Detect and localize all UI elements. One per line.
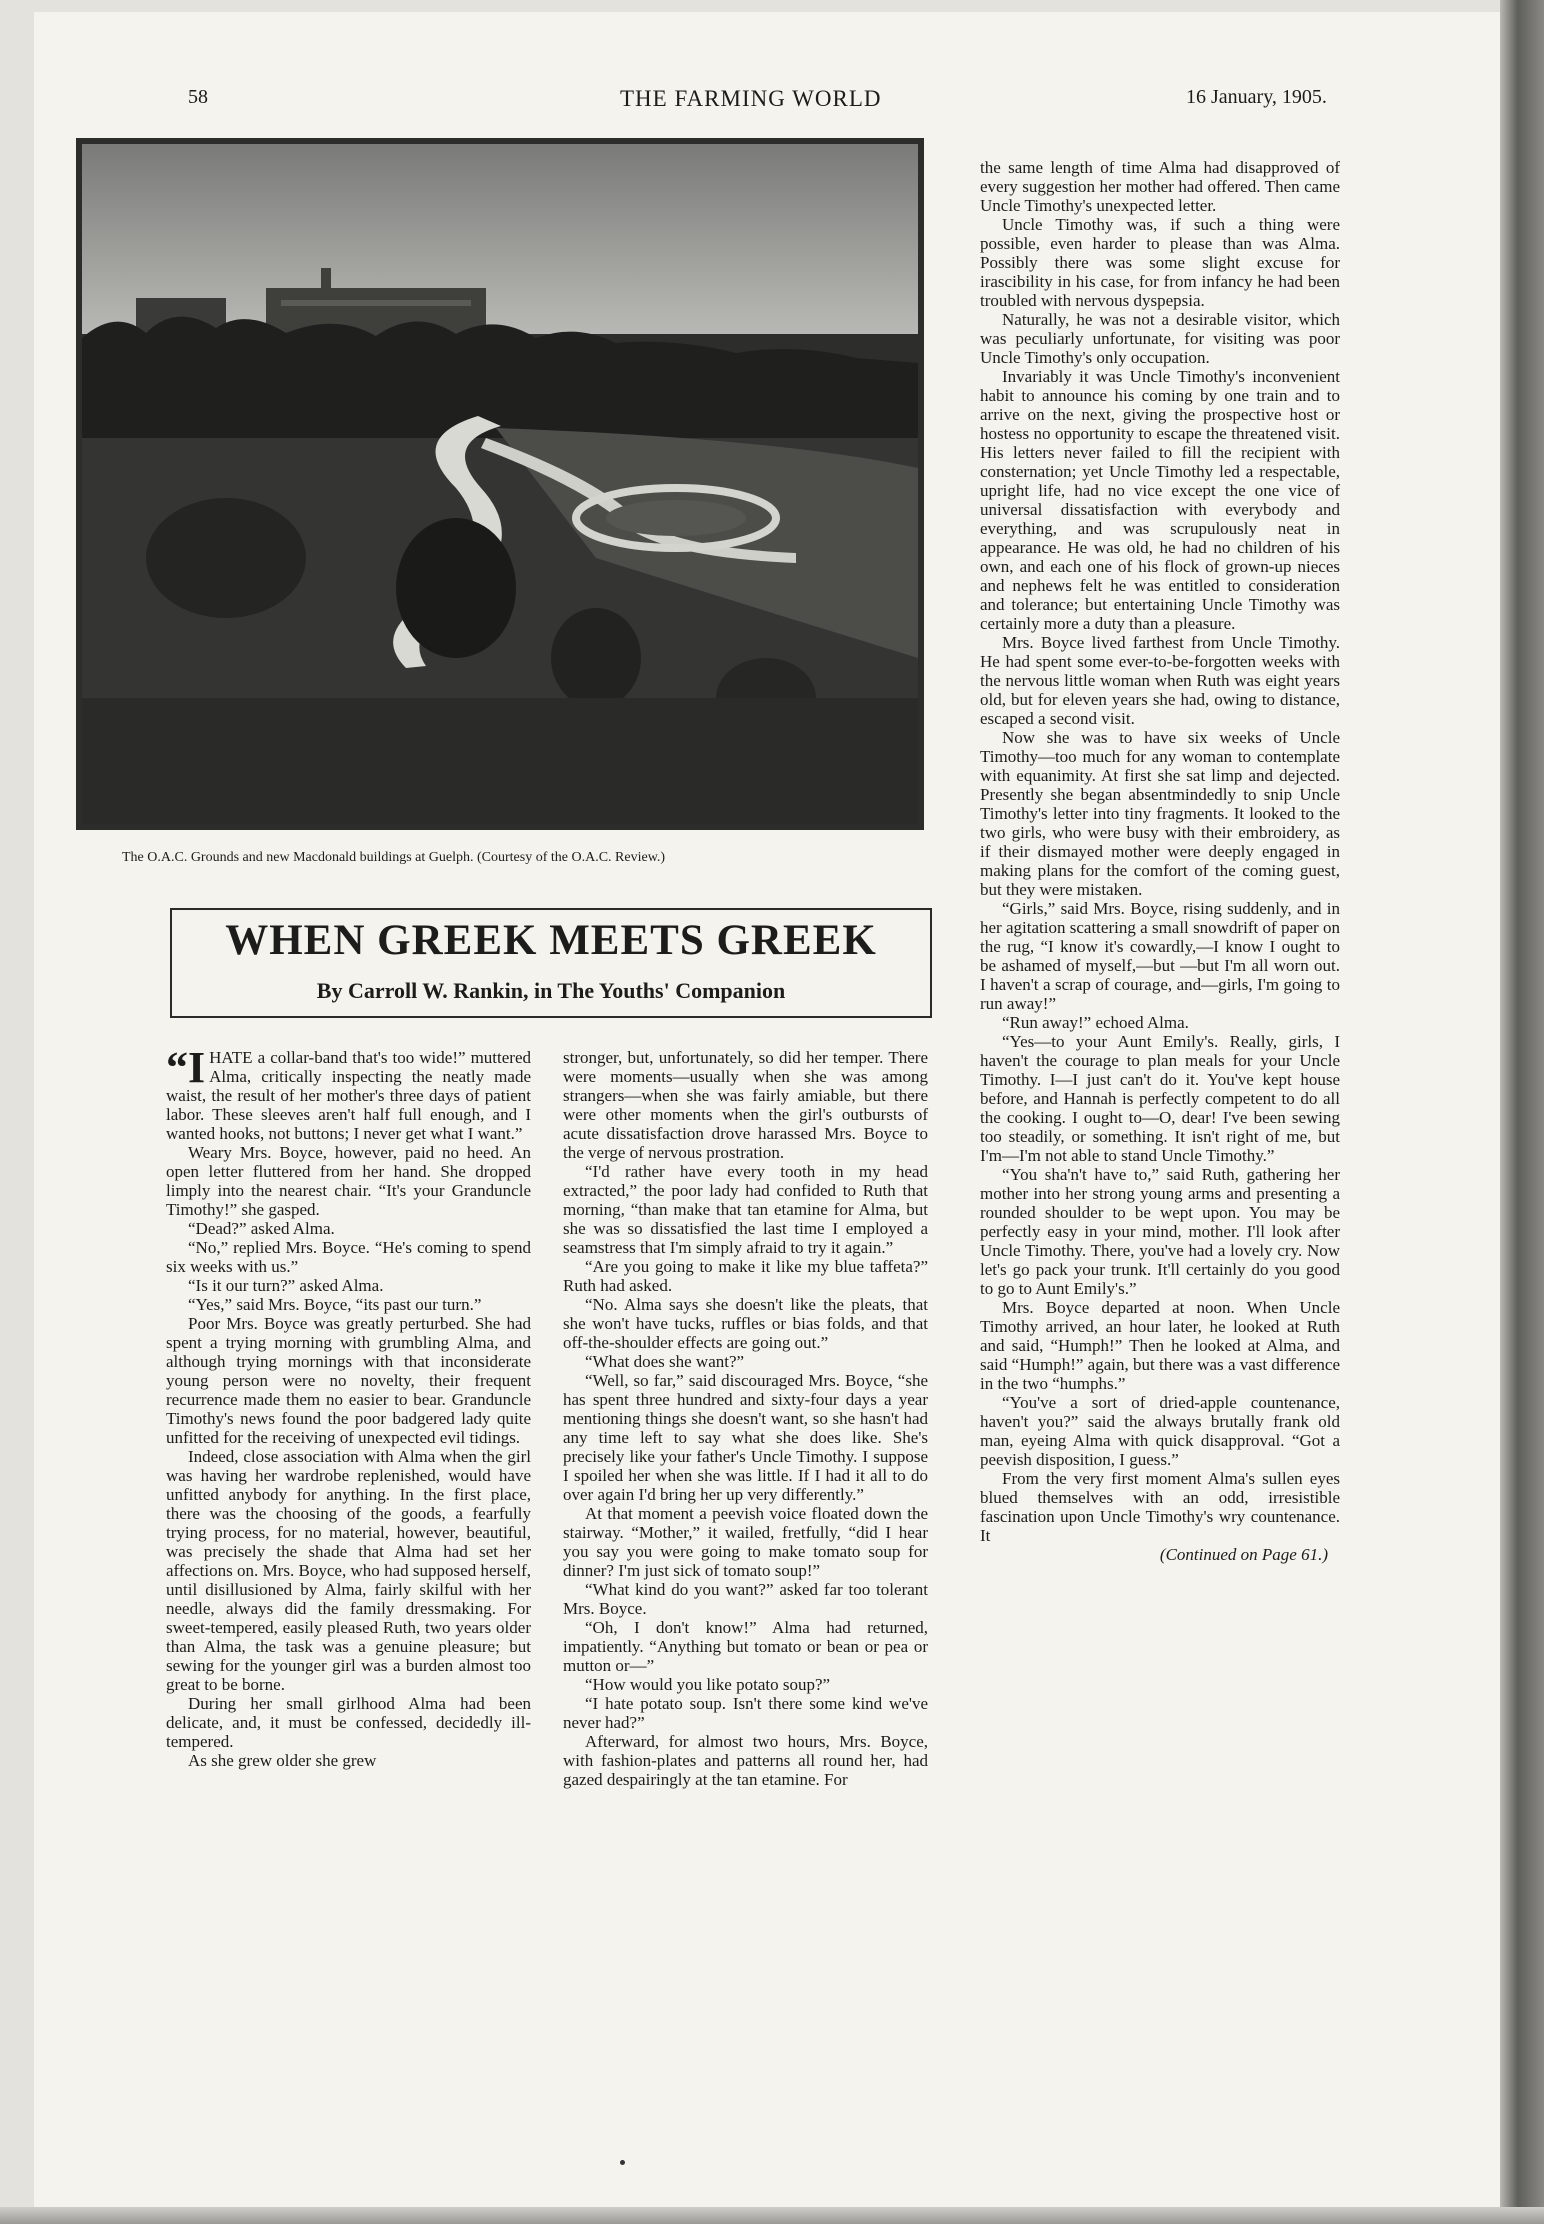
paragraph: Naturally, he was not a desirable visitor, which was peculiarly unfortunate, for visiting was poor Uncle Timothy's only occupation. — [980, 310, 1340, 367]
paragraph: “You sha'n't have to,” said Ruth, gathering her mother into her strong young arms and presenting a rounded shoulder to be wept upon. You may be perfectly easy in your mind, mother. I'll look after Uncle Timothy. There, you've had a lovely cry. Now let's go pack your trunk. It'll certainly do you good to go to Aunt Emily's.” — [980, 1165, 1340, 1298]
article-title: WHEN GREEK MEETS GREEK — [225, 917, 877, 964]
publication-title: THE FARMING WORLD — [620, 86, 882, 111]
column-2 — [563, 1048, 928, 1789]
column-3 — [980, 158, 1340, 1564]
paragraph: “How would you like potato soup?” — [585, 1675, 831, 1694]
drop-cap: “I — [166, 1043, 206, 1092]
page-number: 58 — [188, 86, 208, 108]
paragraph: “What does she want?” — [585, 1352, 745, 1371]
paragraph: Mrs. Boyce departed at noon. When Uncle Timothy arrived, an hour later, he looked at Ruth and said, “Humph!” Then he looked at Alma, and said “Humph!” again, but there was a vast difference in the two “humphs.” — [980, 1298, 1340, 1393]
paragraph: Uncle Timothy was, if such a thing were possible, even harder to please than was Alma. Possibly there was some slight excuse for irascibility in his case, for from infancy he had been troubled with nervous dyspepsia. — [980, 215, 1340, 310]
paragraph: “You've a sort of dried-apple countenance, haven't you?” said the always brutally frank old man, eyeing Alma with quick disapproval. “Got a peevish disposition, I guess.” — [980, 1393, 1340, 1469]
paragraph: Invariably it was Uncle Timothy's inconvenient habit to announce his coming by one train and to arrive on the next, giving the prospective host or hostess no opportunity to escape the threatened visit. His letters never failed to fill the recipient with consternation; yet Uncle Timothy led a respectable, upright life, had no vice except the one vice of universal dissatisfaction with everybody and everything, and was scrupulously neat in appearance. He was old, he had no children of his own, and each one of his flock of grown-up nieces and nephews felt he was entitled to consideration and tolerance; but entertaining Uncle Timothy was certainly more a duty than a pleasure. — [980, 367, 1340, 633]
paragraph: Afterward, for almost two hours, Mrs. Boyce, with fashion-plates and patterns all round her, had gazed despairingly at the tan etamine. For — [563, 1732, 928, 1789]
paragraph: From the very first moment Alma's sullen eyes blued themselves with an odd, irresistible fascination upon Uncle Timothy's wry countenance. It — [980, 1469, 1340, 1545]
paragraph: “Run away!” echoed Alma. — [1002, 1013, 1189, 1032]
photo-caption: The O.A.C. Grounds and new Macdonald buildings at Guelph. (Courtesy of the O.A.C. Review.) — [122, 850, 666, 865]
paragraph: “Is it our turn?” asked Alma. — [188, 1276, 384, 1295]
paragraph: “Oh, I don't know!” Alma had returned, impatiently. “Anything but tomato or bean or pea or mutton or—” — [563, 1618, 928, 1675]
page-edge-shadow — [1500, 0, 1544, 2224]
paragraph: “No,” replied Mrs. Boyce. “He's coming to spend six weeks with us.” — [166, 1238, 531, 1276]
paragraph: “I'd rather have every tooth in my head extracted,” the poor lady had confided to Ruth that morning, “than make that tan etamine for Alma, but she was so dissatisfied the last time I employed a seamstress that I'm simply afraid to try it again.” — [563, 1162, 928, 1257]
column-1 — [166, 1043, 531, 1770]
paragraph: “IHATE a collar-band that's too wide!” muttered Alma, critically inspecting the neatly made waist, the result of her mother's three days of patient labor. These sleeves aren't half full enough, and I wanted hooks, not buttons; I never get what I want.” — [166, 1043, 531, 1143]
issue-date: 16 January, 1905. — [1186, 86, 1327, 108]
paragraph: Poor Mrs. Boyce was greatly perturbed. She had spent a trying morning with grumbling Alma, and although trying mornings with that inconsiderate young person were no novelty, their frequent recurrence made them no easier to bear. Granduncle Timothy's news found the poor badgered lady quite unfitted for the receiving of unexpected evil tidings. — [166, 1314, 531, 1447]
article-byline: By Carroll W. Rankin, in The Youths' Companion — [316, 978, 786, 1003]
paragraph: “Yes—to your Aunt Emily's. Really, girls, I haven't the courage to plan meals for your Uncle Timothy. I—I just can't do it. You've kept house before, and Hannah is perfectly competent to do all the cooking. I ought to—O, dear! I've been sewing too steadily, or something. It isn't right of me, but I'm—I'm not able to stand Uncle Timothy.” — [980, 1032, 1340, 1165]
continued-note: (Continued on Page 61.) — [1159, 1545, 1328, 1564]
oac-grounds-photo — [76, 138, 924, 830]
paragraph: “Well, so far,” said discouraged Mrs. Boyce, “she has spent three hundred and sixty-four days a year mentioning things she doesn't want, so she hasn't had any time left to say what she does like. She's precisely like your father's Uncle Timothy. I suppose I spoiled her when she was little. If I had it all to do over again I'd bring her up very differently.” — [563, 1371, 928, 1504]
paragraph: “I hate potato soup. Isn't there some kind we've never had?” — [563, 1694, 928, 1732]
paragraph: “No. Alma says she doesn't like the pleats, that she won't have tucks, ruffles or bias folds, and that off-the-shoulder effects are going out.” — [563, 1295, 928, 1352]
paragraph: “What kind do you want?” asked far too tolerant Mrs. Boyce. — [563, 1580, 928, 1618]
paragraph: “Are you going to make it like my blue taffeta?” Ruth had asked. — [563, 1257, 928, 1295]
paragraph: the same length of time Alma had disapproved of every suggestion her mother had offered. Then came Uncle Timothy's unexpected letter. — [980, 158, 1340, 215]
paragraph: Weary Mrs. Boyce, however, paid no heed. An open letter fluttered from her hand. She dropped limply into the nearest chair. “It's your Granduncle Timothy!” she gasped. — [166, 1143, 531, 1219]
photograph — [76, 138, 924, 830]
paragraph: Indeed, close association with Alma when the girl was having her wardrobe replenished, would have unfitted anybody for anything. In the first place, there was the choosing of the goods, a fearfully trying process, for no material, however, beautiful, was precisely the shade that Alma had set her affections on. Mrs. Boyce, who had supposed herself, until disillusioned by Alma, fairly skilful with her needle, always did the family dressmaking. For sweet-tempered, easily pleased Ruth, two years older than Alma, the task was a genuine pleasure; but sewing for the younger girl was a burden almost too great to be borne. — [166, 1447, 531, 1694]
paragraph: stronger, but, unfortunately, so did her temper. There were moments—usually when she was among strangers—when she was fairly amiable, but there were other moments when the girl's outbursts of acute dissatisfaction drove harassed Mrs. Boyce to the verge of nervous prostration. — [563, 1048, 928, 1162]
print-speck — [620, 2160, 625, 2165]
paragraph: Mrs. Boyce lived farthest from Uncle Timothy. He had spent some ever-to-be-forgotten weeks with the nervous little woman when Ruth was eight years old, but for eleven years she had, owing to distance, escaped a second visit. — [980, 633, 1340, 728]
paragraph: “Dead?” asked Alma. — [188, 1219, 335, 1238]
paragraph: As she grew older she grew — [188, 1751, 377, 1770]
paragraph: Now she was to have six weeks of Uncle Timothy—too much for any woman to contemplate with equanimity. At first she sat limp and dejected. Presently she began absentmindedly to snip Uncle Timothy's letter into tiny fragments. It looked to the two girls, who were busy with their embroidery, as if their dismayed mother were deeply engaged in making plans for the comfort of the coming guest, but they were mistaken. — [980, 728, 1340, 899]
article-title-box — [170, 908, 932, 1018]
paragraph: “Girls,” said Mrs. Boyce, rising suddenly, and in her agitation scattering a small snowdrift of paper on the rug, “I know it's cowardly,—I know I ought to be ashamed of myself,—but —but I'm all worn out. I haven't a scrap of courage, and—girls, I'm going to run away!” — [980, 899, 1340, 1013]
paragraph: During her small girlhood Alma had been delicate, and, it must be confessed, decidedly ill-tempered. — [166, 1694, 531, 1751]
paragraph: “Yes,” said Mrs. Boyce, “its past our turn.” — [188, 1295, 482, 1314]
paragraph: At that moment a peevish voice floated down the stairway. “Mother,” it wailed, fretfully, “did I hear you say you were going to make tomato soup for dinner? I'm just sick of tomato soup!” — [563, 1504, 928, 1580]
page-bottom-edge — [0, 2207, 1544, 2224]
